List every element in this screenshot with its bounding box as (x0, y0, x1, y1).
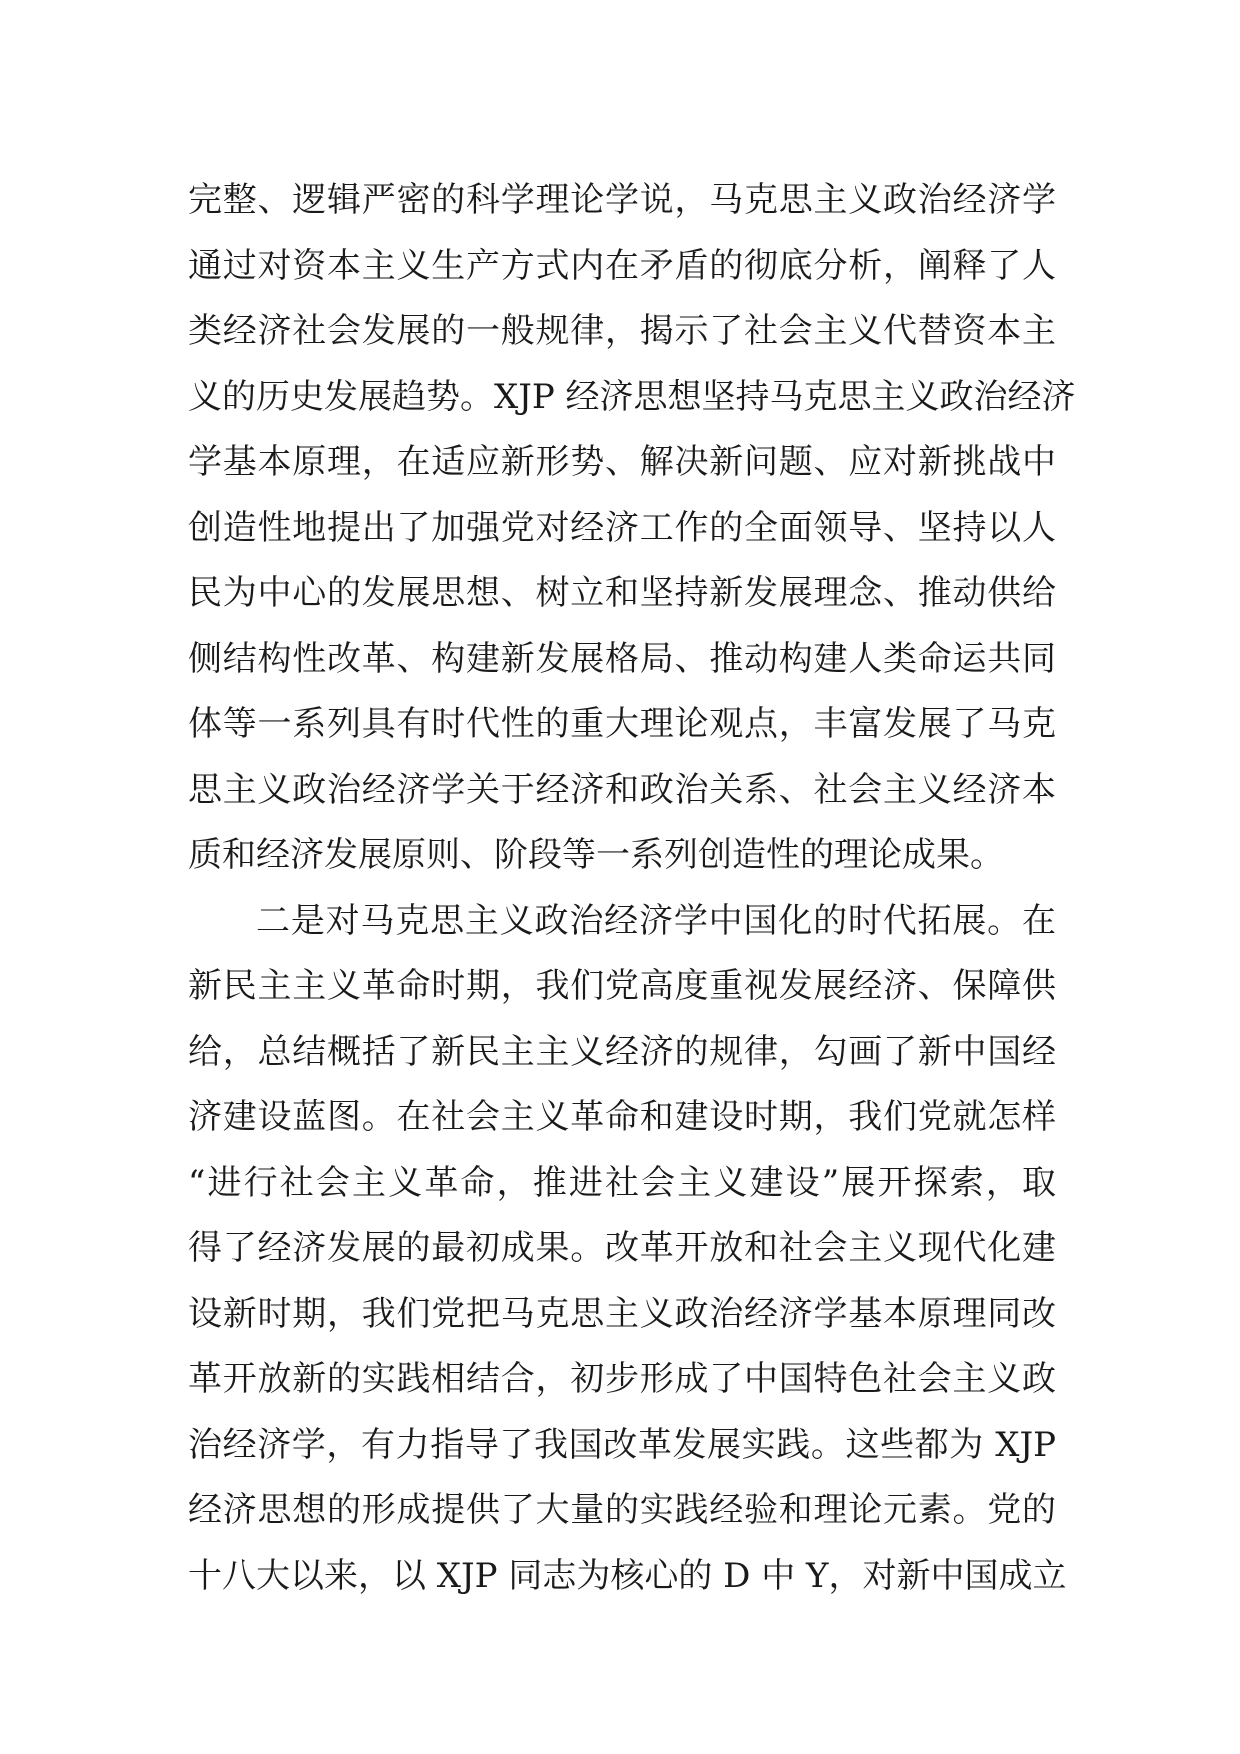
paragraph-end-line: 质和经济发展原则、阶段等一系列创造性的理论成果。 (188, 835, 1004, 875)
text-line: 义的历史发展趋势。XJP 经济思想坚持马克思主义政治经济 (188, 376, 1076, 417)
text-line: 新民主主义革命时期，我们党高度重视发展经济、保障供 (188, 966, 1056, 1006)
text-line: 思主义政治经济学关于经济和政治关系、社会主义经济本 (188, 769, 1056, 810)
text-line: 完整、逻辑严密的科学理论学说，马克思主义政治经济学 (188, 180, 1056, 220)
text-line: 类经济社会发展的一般规律，揭示了社会主义代替资本主 (188, 311, 1056, 351)
text-line: “进行社会主义革命，推进社会主义建设”展开探索，取 (188, 1162, 1056, 1203)
text-line: 革开放新的实践相结合，初步形成了中国特色社会主义政 (188, 1359, 1056, 1399)
body-text (188, 168, 1076, 1609)
text-line: 经济思想的形成提供了大量的实践经验和理论元素。党的 (188, 1490, 1056, 1530)
text-line: 学基本原理，在适应新形势、解决新问题、应对新挑战中 (188, 442, 1056, 482)
paragraph-start-line: 二是对马克思主义政治经济学中国化的时代拓展。在 (256, 900, 1056, 941)
text-line: 民为中心的发展思想、树立和坚持新发展理念、推动供给 (188, 573, 1056, 613)
text-line: 体等一系列具有时代性的重大理论观点，丰富发展了马克 (188, 704, 1056, 744)
text-line: 得了经济发展的最初成果。改革开放和社会主义现代化建 (188, 1228, 1056, 1268)
text-line: 创造性地提出了加强党对经济工作的全面领导、坚持以人 (188, 507, 1056, 548)
text-line: 侧结构性改革、构建新发展格局、推动构建人类命运共同 (188, 638, 1056, 679)
text-line: 十八大以来，以 XJP 同志为核心的 D 中 Y，对新中国成立 (188, 1555, 1067, 1596)
text-line: 治经济学，有力指导了我国改革发展实践。这些都为 XJP (188, 1424, 1056, 1465)
text-line: 济建设蓝图。在社会主义革命和建设时期，我们党就怎样 (188, 1097, 1056, 1137)
text-line: 给，总结概括了新民主主义经济的规律，勾画了新中国经 (188, 1031, 1056, 1072)
text-line: 通过对资本主义生产方式内在矛盾的彻底分析，阐释了人 (188, 245, 1056, 286)
text-line: 设新时期，我们党把马克思主义政治经济学基本原理同改 (188, 1293, 1056, 1334)
